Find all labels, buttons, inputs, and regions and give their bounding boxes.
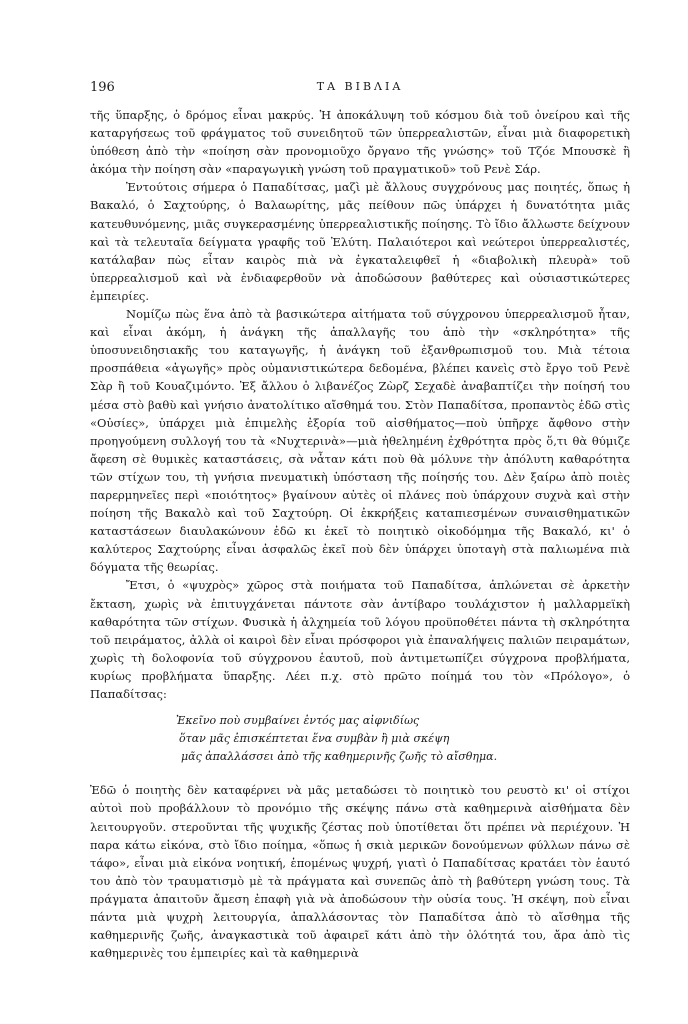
- article-body: [90, 106, 630, 962]
- paragraph: Ἔτσι, ὁ «ψυχρὸς» χῶρος στὰ ποιήματα τοῦ Παπαδίτσα, ἁπλώνεται σὲ ἀρκετὴν ἔκταση, χωρὶς νὰ ἐπιτυγχάνεται πάντοτε σὰν ἀντίβαρο τουλάχιστον ἡ μαλλαρμεϊκὴ καθαρότητα τῶν στίχων. Φυσικὰ ἡ ἀλχημεία τοῦ λόγου προϋποθέτει πάντα τὴ σκληρότητα τοῦ πειράματος, ἀλλὰ οἱ καιροὶ δὲν εἶναι πρόσφοροι γιὰ ἐπαναλήψεις παλιῶν πειραμάτων, χωρὶς τὴ δολοφονία τοῦ σύγχρονου ἑαυτοῦ, ποὺ ἀντιμετωπίζει σύγχρονα προβλήματα, κυρίως προβλήματα ὕπαρξης. Λέει π.χ. στὸ πρῶτο ποίημά του τὸν «Πρόλογο», ὁ Παπαδίτσας:: [90, 578, 630, 701]
- poem-line: μᾶς ἀπαλλάσσει ἀπὸ τῆς καθημερινῆς ζωῆς τὸ αἴσθημα.: [181, 750, 498, 764]
- page-header: [90, 80, 630, 100]
- paragraph: Ἐδῶ ὁ ποιητὴς δὲν καταφέρνει νὰ μᾶς μεταδώσει τὸ ποιητικὸ του ρευστὸ κι' οἱ στίχοι αὐτοὶ ποὺ προβάλλουν τὸ προνόμιο τῆς σκέψης πάνω στὰ καθημερινὰ αἰσθήματα δὲν λειτουργοῦν. στεροῦνται τῆς ψυχικῆς ζέστας ποὺ ὑποτίθεται ὅτι πρέπει νὰ περιέχουν. Ἡ παρα κάτω εἰκόνα, στὸ ἴδιο ποίημα, «ὅπως ἡ σκιὰ μερικῶν δονούμενων φύλλων πάνω σὲ τάφο», εἶναι μιὰ εἰκόνα νοητική, ἑπομένως ψυχρή, γιατὶ ὁ Παπαδίτσας κρατάει τὸν ἑαυτό του ἀπὸ τὸν τραυματισμὸ μὲ τὰ πράγματα καὶ συνεπῶς ἀπὸ τὴ βαθύτερη γνώση τους. Τὰ πράγματα ἀπαιτοῦν ἄμεση ἐπαφὴ γιὰ νὰ ἀποδώσουν τὴν οὐσία τους. Ἡ σκέψη, ποὺ εἶναι πάντα μιὰ ψυχρὴ λειτουργία, ἀπαλλάσοντας τὸν Παπαδίτσα ἀπὸ τὸ αἴσθημα τῆς καθημερινῆς ζωῆς, ἀναγκαστικὰ τοῦ ἀφαιρεῖ κάτι ἀπὸ τὴν ὁλότητά του, ἄρα ἀπὸ τὶς καθημερινὲς του ἐμπειρίες καὶ τὰ καθημερινὰ: [90, 783, 630, 961]
- paragraph: Νομίζω πὼς ἕνα ἀπὸ τὰ βασικώτερα αἰτήματα τοῦ σύγχρονου ὑπερρεαλισμοῦ ἦταν, καὶ εἶναι ἀκόμη, ἡ ἀνάγκη τῆς ἀπαλλαγῆς του ἀπὸ τὴν «σκληρότητα» τῆς ὑποσυνειδησιακῆς του καταγωγῆς, ἡ ἀνάγκη τοῦ ἐξανθρωπισμοῦ του. Μιὰ τέτοια προσπάθεια «ἀγωγῆς» πρὸς οὐμανιστικώτερα δεδομένα, βλέπει κανεὶς στὸ ἔργο τοῦ Ρενὲ Σὰρ ἢ τοῦ Κουαζιμόντο. Ἐξ ἄλλου ὁ λιβανέζος Ζὼρζ Σεχαδὲ ἀναβαπτίζει τὴν ποίησή του μέσα στὸ βαθὺ καὶ γνήσιο ἀνατολίτικο αἴσθημά του. Στὸν Παπαδίτσα, προπαντὸς ἐδῶ στὶς «Οὐσίες», ὑπάρχει μιὰ ἐπιμελὴς ἐξορία τοῦ αἰσθήματος—ποὺ ὑπῆρχε ἄφθονο στὴν προηγούμενη συλλογή του τὰ «Νυχτερινὰ»—μιὰ ἠθελημένη ἐχθρότητα πρὸς ὅ,τι θὰ θύμιζε ἄφεση σὲ θυμικὲς καταστάσεις, σὰ νἆταν κάτι ποὺ θὰ μόλυνε τὴν ἀπόλυτη καθαρότητα τῶν στίχων του, τὴ γνήσια πνευματικὴ ὑπόσταση τῆς ποίησής του. Δὲν ξαίρω ἀπὸ ποιὲς παρερμηνεῖες περὶ «ποιότητος» βγαίνουν αὐτὲς οἱ πλάνες ποὺ ὑπάρχουν συχνὰ καὶ στὴν ποίηση τῆς Βακαλὸ καὶ τοῦ Σαχτούρη. Οἱ ἐκκρήξεις καταπιεσμένων συναισθηματικῶν καταστάσεων διαυλακώνουν ἐδῶ κι ἐκεῖ τὸ ποιητικὸ οἰκοδόμημα τῆς Βακαλό, κι' ὁ καλύτερος Σαχτούρης εἶναι ἀσφαλῶς ἐκεῖ ποὺ δὲν ὑπάρχει ὑποταγὴ στὰ παλιωμένα πιὰ δόγματα τῆς θεωρίας.: [90, 307, 630, 575]
- page-number: 196: [90, 80, 115, 95]
- paragraph: τῆς ὕπαρξης, ὁ δρόμος εἶναι μακρύς. Ἡ ἀποκάλυψη τοῦ κόσμου διὰ τοῦ ὀνείρου καὶ τῆς καταργήσεως τοῦ φράγματος τοῦ συνειδητοῦ τῶν ὑπερρεαλιστῶν, εἶναι μιὰ διαφορετικὴ ὑπόθεση ἀπὸ τὴν «ποίηση σὰν προνομιοῦχο ὄργανο τῆς γνώσης» τοῦ Τζόε Μπουσκὲ ἢ ἀκόμα τὴν ποίηση σὰν «παραγωγικὴ γνώση τοῦ πραγματικοῦ» τοῦ Ρενὲ Σάρ.: [90, 108, 630, 177]
- poem-quote: [176, 712, 630, 766]
- poem-line: Ἐκεῖνο ποὺ συμβαίνει ἐντός μας αἰφνιδίως: [176, 714, 420, 728]
- poem-line: ὅταν μᾶς ἐπισκέπτεται ἕνα συμβὰν ἢ μιὰ σκέψη: [179, 732, 450, 746]
- running-title: ΤΑ ΒΙΒΛΙΑ: [316, 80, 404, 93]
- paragraph: Ἐντούτοις σήμερα ὁ Παπαδίτσας, μαζὶ μὲ ἄλλους συγχρόνους μας ποιητές, ὅπως ἡ Βακαλό, ὁ Σαχτούρης, ὁ Βαλαωρίτης, μᾶς πείθουν πῶς ὑπάρχει ἡ δυνατότητα μιᾶς κατευθυνόμενης, μιᾶς συγκερασμένης ὑπερρεαλιστικῆς ποίησης. Τὸ ἴδιο ἄλλωστε δείχνουν καὶ τὰ τελευταῖα δείγματα γραφῆς τοῦ Ἐλύτη. Παλαιότεροι καὶ νεώτεροι ὑπερρεαλιστές, κατάλαβαν πὼς εἶταν καιρὸς πιὰ νὰ ἐγκαταλειφθεῖ ἡ «διαβολικὴ πλευρὰ» τοῦ ὑπερρεαλισμοῦ καὶ νὰ ἐνδιαφερθοῦν νὰ ἀποδώσουν βαθύτερες καὶ οὐσιαστικώτερες ἐμπειρίες.: [90, 180, 630, 303]
